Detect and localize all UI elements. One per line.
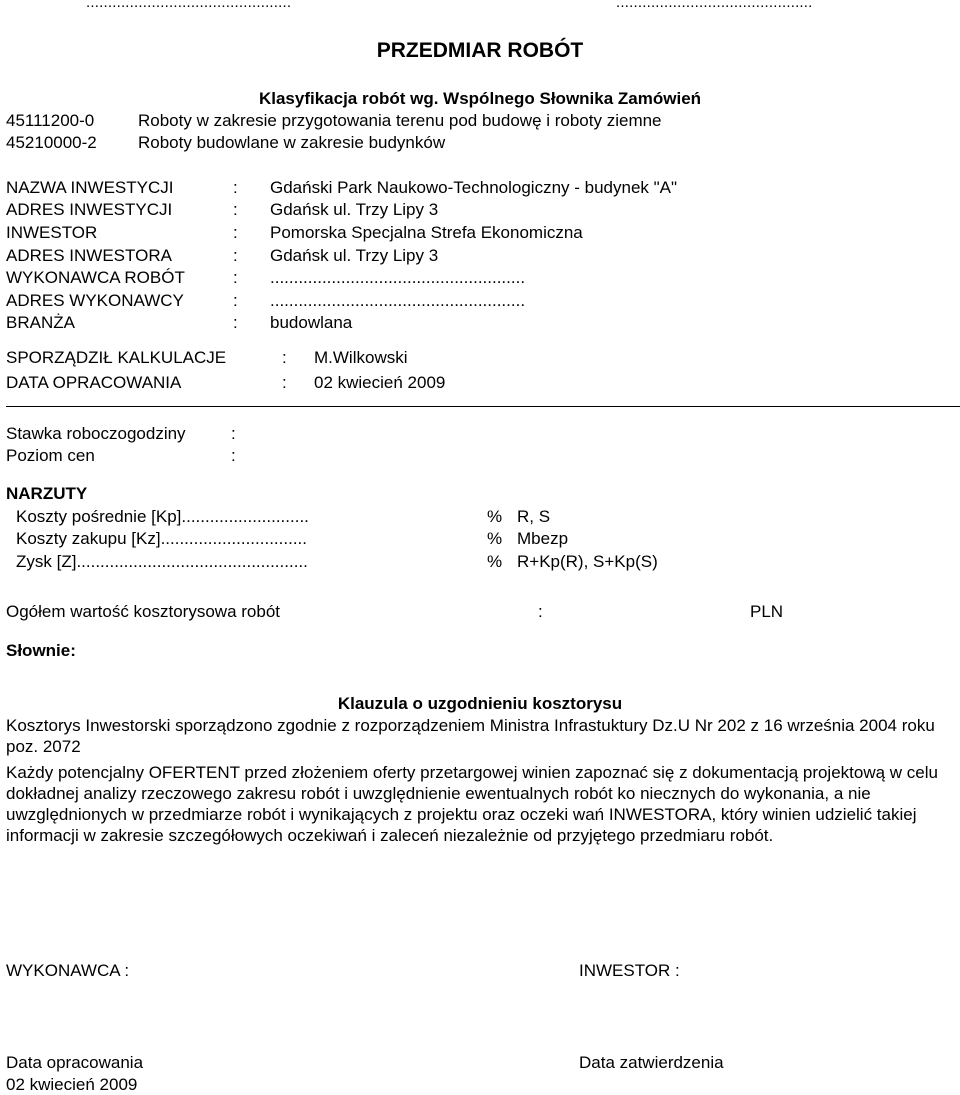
project-label: BRANŻA: [6, 313, 75, 332]
rate-sep: :: [231, 424, 236, 443]
project-label: NAZWA INWESTYCJI: [6, 178, 174, 197]
investor-signature-label: INWESTOR :: [579, 961, 680, 980]
narzuty-heading: NARZUTY: [6, 484, 88, 503]
project-sep: :: [233, 178, 238, 197]
classification-desc: Roboty budowlane w zakresie budynków: [138, 133, 446, 152]
project-sep: :: [233, 246, 238, 265]
narzut-label: Koszty pośrednie [Kp]...........................: [16, 507, 309, 526]
clause-paragraph: Kosztorys Inwestorski sporządzono zgodnie z rozporządzeniem Ministra Infrastuktury Dz.U Nr 202 z 16 września 2004 roku poz. 2072: [6, 716, 935, 756]
total-sep: :: [538, 602, 543, 621]
project-label: ADRES WYKONAWCY: [6, 291, 184, 310]
prepared-by-value: M.Wilkowski: [314, 348, 408, 367]
project-value: Gdański Park Naukowo-Technologiczny - budynek "A": [270, 178, 678, 197]
rate-label: Stawka roboczogodziny: [6, 424, 186, 443]
prepared-by-sep: :: [282, 348, 287, 367]
clause-paragraph: Każdy potencjalny OFERTENT przed złożeniem oferty przetargowej winien zapoznać się z dokumentacją projektową w celu dokładnej analizy rzeczowego zakresu robót i uwzględnienie ewentualnych robót ko niecznych do wykonania, a nie uwzględnionych w przedmiarze robót i wynikających z projektu oraz oczeki wań INWESTORA, który winien udzielić takiej informacji w zakresie szczegółowych oczekiwań i zaleceń niezależnie od przyjętego przedmiaru robót.: [6, 763, 938, 845]
document-title: PRZEDMIAR ROBÓT: [376, 39, 584, 62]
prepared-date-label: DATA OPRACOWANIA: [6, 373, 182, 392]
contractor-signature-label: WYKONAWCA :: [6, 961, 130, 980]
narzut-unit: %: [487, 552, 503, 571]
classification-code: 45210000-2: [6, 133, 97, 152]
approval-date-label: Data zatwierdzenia: [579, 1053, 724, 1072]
prep-date-value: 02 kwiecień 2009: [6, 1075, 138, 1094]
project-sep: :: [233, 268, 238, 287]
rate-label: Poziom cen: [6, 446, 95, 465]
top-dotted-line-left: ...............................................: [86, 0, 292, 11]
project-value: Gdańsk ul. Trzy Lipy 3: [270, 246, 439, 265]
total-currency: PLN: [750, 602, 784, 621]
narzut-label: Koszty zakupu [Kz]...............................: [16, 529, 307, 548]
top-dotted-line-right: .............................................: [616, 0, 813, 11]
project-label: WYKONAWCA ROBÓT: [6, 268, 185, 287]
project-sep: :: [233, 313, 238, 332]
project-value: budowlana: [270, 313, 353, 332]
words-label: Słownie:: [6, 641, 76, 660]
project-sep: :: [233, 291, 238, 310]
total-label: Ogółem wartość kosztorysowa robót: [6, 602, 280, 621]
project-value: ......................................................: [270, 291, 526, 310]
project-value: Pomorska Specjalna Strefa Ekonomiczna: [270, 223, 583, 242]
prepared-date-value: 02 kwiecień 2009: [314, 373, 446, 392]
classification-desc: Roboty w zakresie przygotowania terenu pod budowę i roboty ziemne: [138, 111, 662, 130]
prepared-date-sep: :: [282, 373, 287, 392]
project-sep: :: [233, 200, 238, 219]
narzut-basis: R+Kp(R), S+Kp(S): [517, 552, 658, 571]
project-value: ......................................................: [270, 268, 526, 287]
classification-code: 45111200-0: [6, 111, 95, 130]
narzut-unit: %: [487, 529, 503, 548]
project-value: Gdańsk ul. Trzy Lipy 3: [270, 200, 439, 219]
section-divider: [6, 406, 960, 407]
prepared-by-label: SPORZĄDZIŁ KALKULACJE: [6, 348, 227, 367]
project-sep: :: [233, 223, 238, 242]
classification-heading: Klasyfikacja robót wg. Wspólnego Słownika Zamówień: [258, 89, 702, 108]
narzut-label: Zysk [Z].................................................: [16, 552, 308, 571]
clause-heading: Klauzula o uzgodnieniu kosztorysu: [337, 694, 623, 713]
narzut-basis: R, S: [517, 507, 551, 526]
project-label: INWESTOR: [6, 223, 98, 242]
narzut-unit: %: [487, 507, 503, 526]
prep-date-label: Data opracowania: [6, 1053, 144, 1072]
project-label: ADRES INWESTORA: [6, 246, 172, 265]
project-label: ADRES INWESTYCJI: [6, 200, 173, 219]
rate-sep: :: [231, 446, 236, 465]
narzut-basis: Mbezp: [517, 529, 569, 548]
